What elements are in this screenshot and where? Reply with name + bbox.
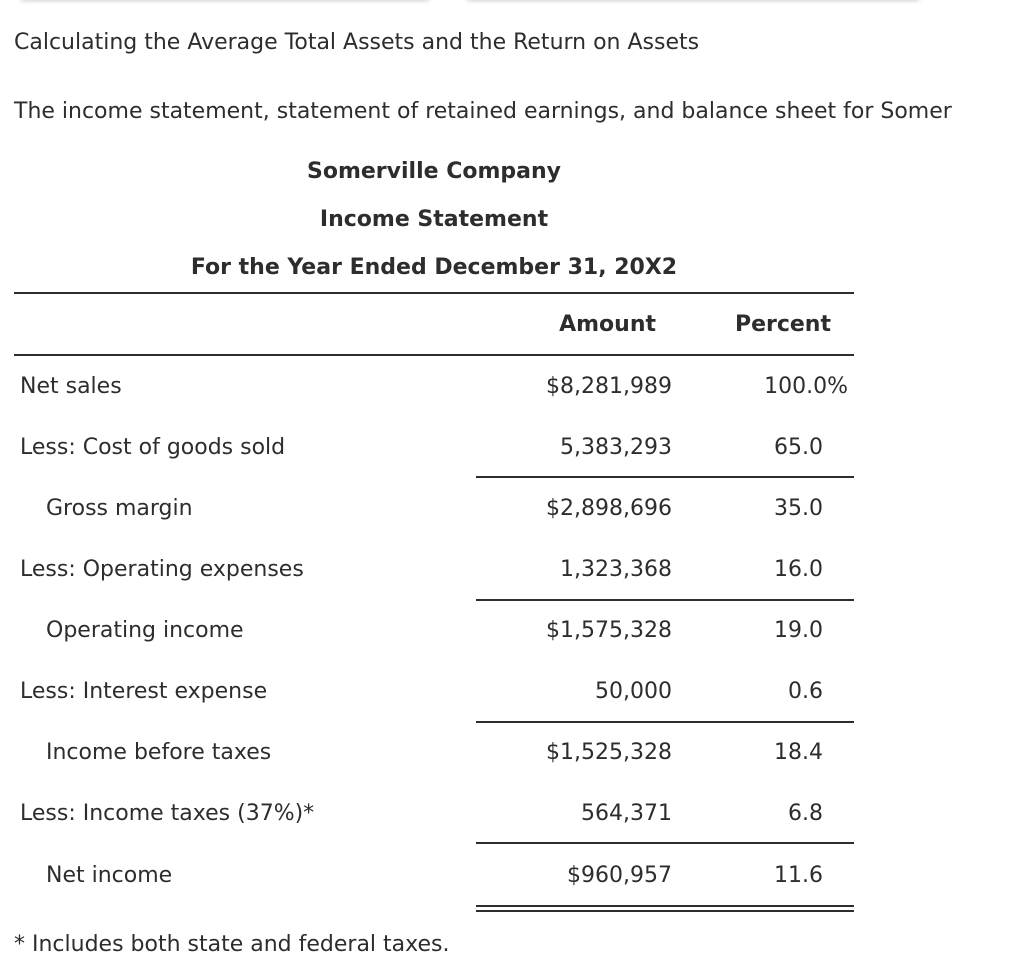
table-row-operating-expenses (0, 556, 1034, 584)
page-heading: Calculating the Average Total Assets and the Return on Assets (14, 30, 700, 55)
table-row-interest-expense (0, 678, 1034, 706)
statement-title: Income Statement (319, 207, 549, 232)
row-percent: 11.6 (774, 863, 823, 888)
total-double-rule (476, 905, 854, 912)
header-bottom-rule (14, 354, 854, 356)
subtotal-rule (476, 599, 854, 601)
row-amount: 50,000 (595, 679, 672, 704)
row-amount: 1,323,368 (560, 557, 672, 582)
column-header-percent: Percent (734, 312, 831, 337)
row-label: Less: Income taxes (37%)* (20, 801, 315, 826)
row-percent: 0.6 (788, 679, 823, 704)
footnote: * Includes both state and federal taxes. (14, 932, 450, 957)
row-label: Net income (46, 863, 173, 888)
row-percent: 6.8 (788, 801, 823, 826)
table-row-income-before-taxes (0, 739, 1034, 767)
row-percent: 100.0% (764, 374, 848, 399)
table-row-net-sales (0, 373, 1034, 401)
row-amount: $2,898,696 (546, 496, 672, 521)
row-amount: $8,281,989 (546, 374, 672, 399)
row-amount: 564,371 (581, 801, 672, 826)
row-percent: 65.0 (774, 435, 823, 460)
row-label: Net sales (20, 374, 122, 399)
table-row-cost-of-goods-sold (0, 434, 1034, 462)
table-row-operating-income (0, 617, 1034, 645)
row-percent: 16.0 (774, 557, 823, 582)
row-percent: 18.4 (774, 740, 823, 765)
company-name: Somerville Company (307, 159, 561, 184)
row-amount: $1,575,328 (546, 618, 672, 643)
subtotal-rule (476, 842, 854, 844)
table-row-income-taxes (0, 800, 1034, 828)
statement-period: For the Year Ended December 31, 20X2 (190, 255, 678, 280)
row-label: Operating income (46, 618, 244, 643)
row-amount: 5,383,293 (560, 435, 672, 460)
row-percent: 19.0 (774, 618, 823, 643)
table-row-net-income (0, 862, 1034, 890)
row-percent: 35.0 (774, 496, 823, 521)
row-amount: $960,957 (567, 863, 672, 888)
table-row-gross-margin (0, 495, 1034, 523)
intro-text: The income statement, statement of retained earnings, and balance sheet for Somer (14, 99, 952, 124)
row-label: Income before taxes (46, 740, 272, 765)
table-top-rule (14, 292, 854, 294)
subtotal-rule (476, 476, 854, 478)
row-label: Less: Cost of goods sold (20, 435, 286, 460)
column-header-amount: Amount (559, 312, 656, 337)
row-label: Gross margin (46, 496, 193, 521)
row-label: Less: Interest expense (20, 679, 268, 704)
row-label: Less: Operating expenses (20, 557, 304, 582)
subtotal-rule (476, 721, 854, 723)
row-amount: $1,525,328 (546, 740, 672, 765)
